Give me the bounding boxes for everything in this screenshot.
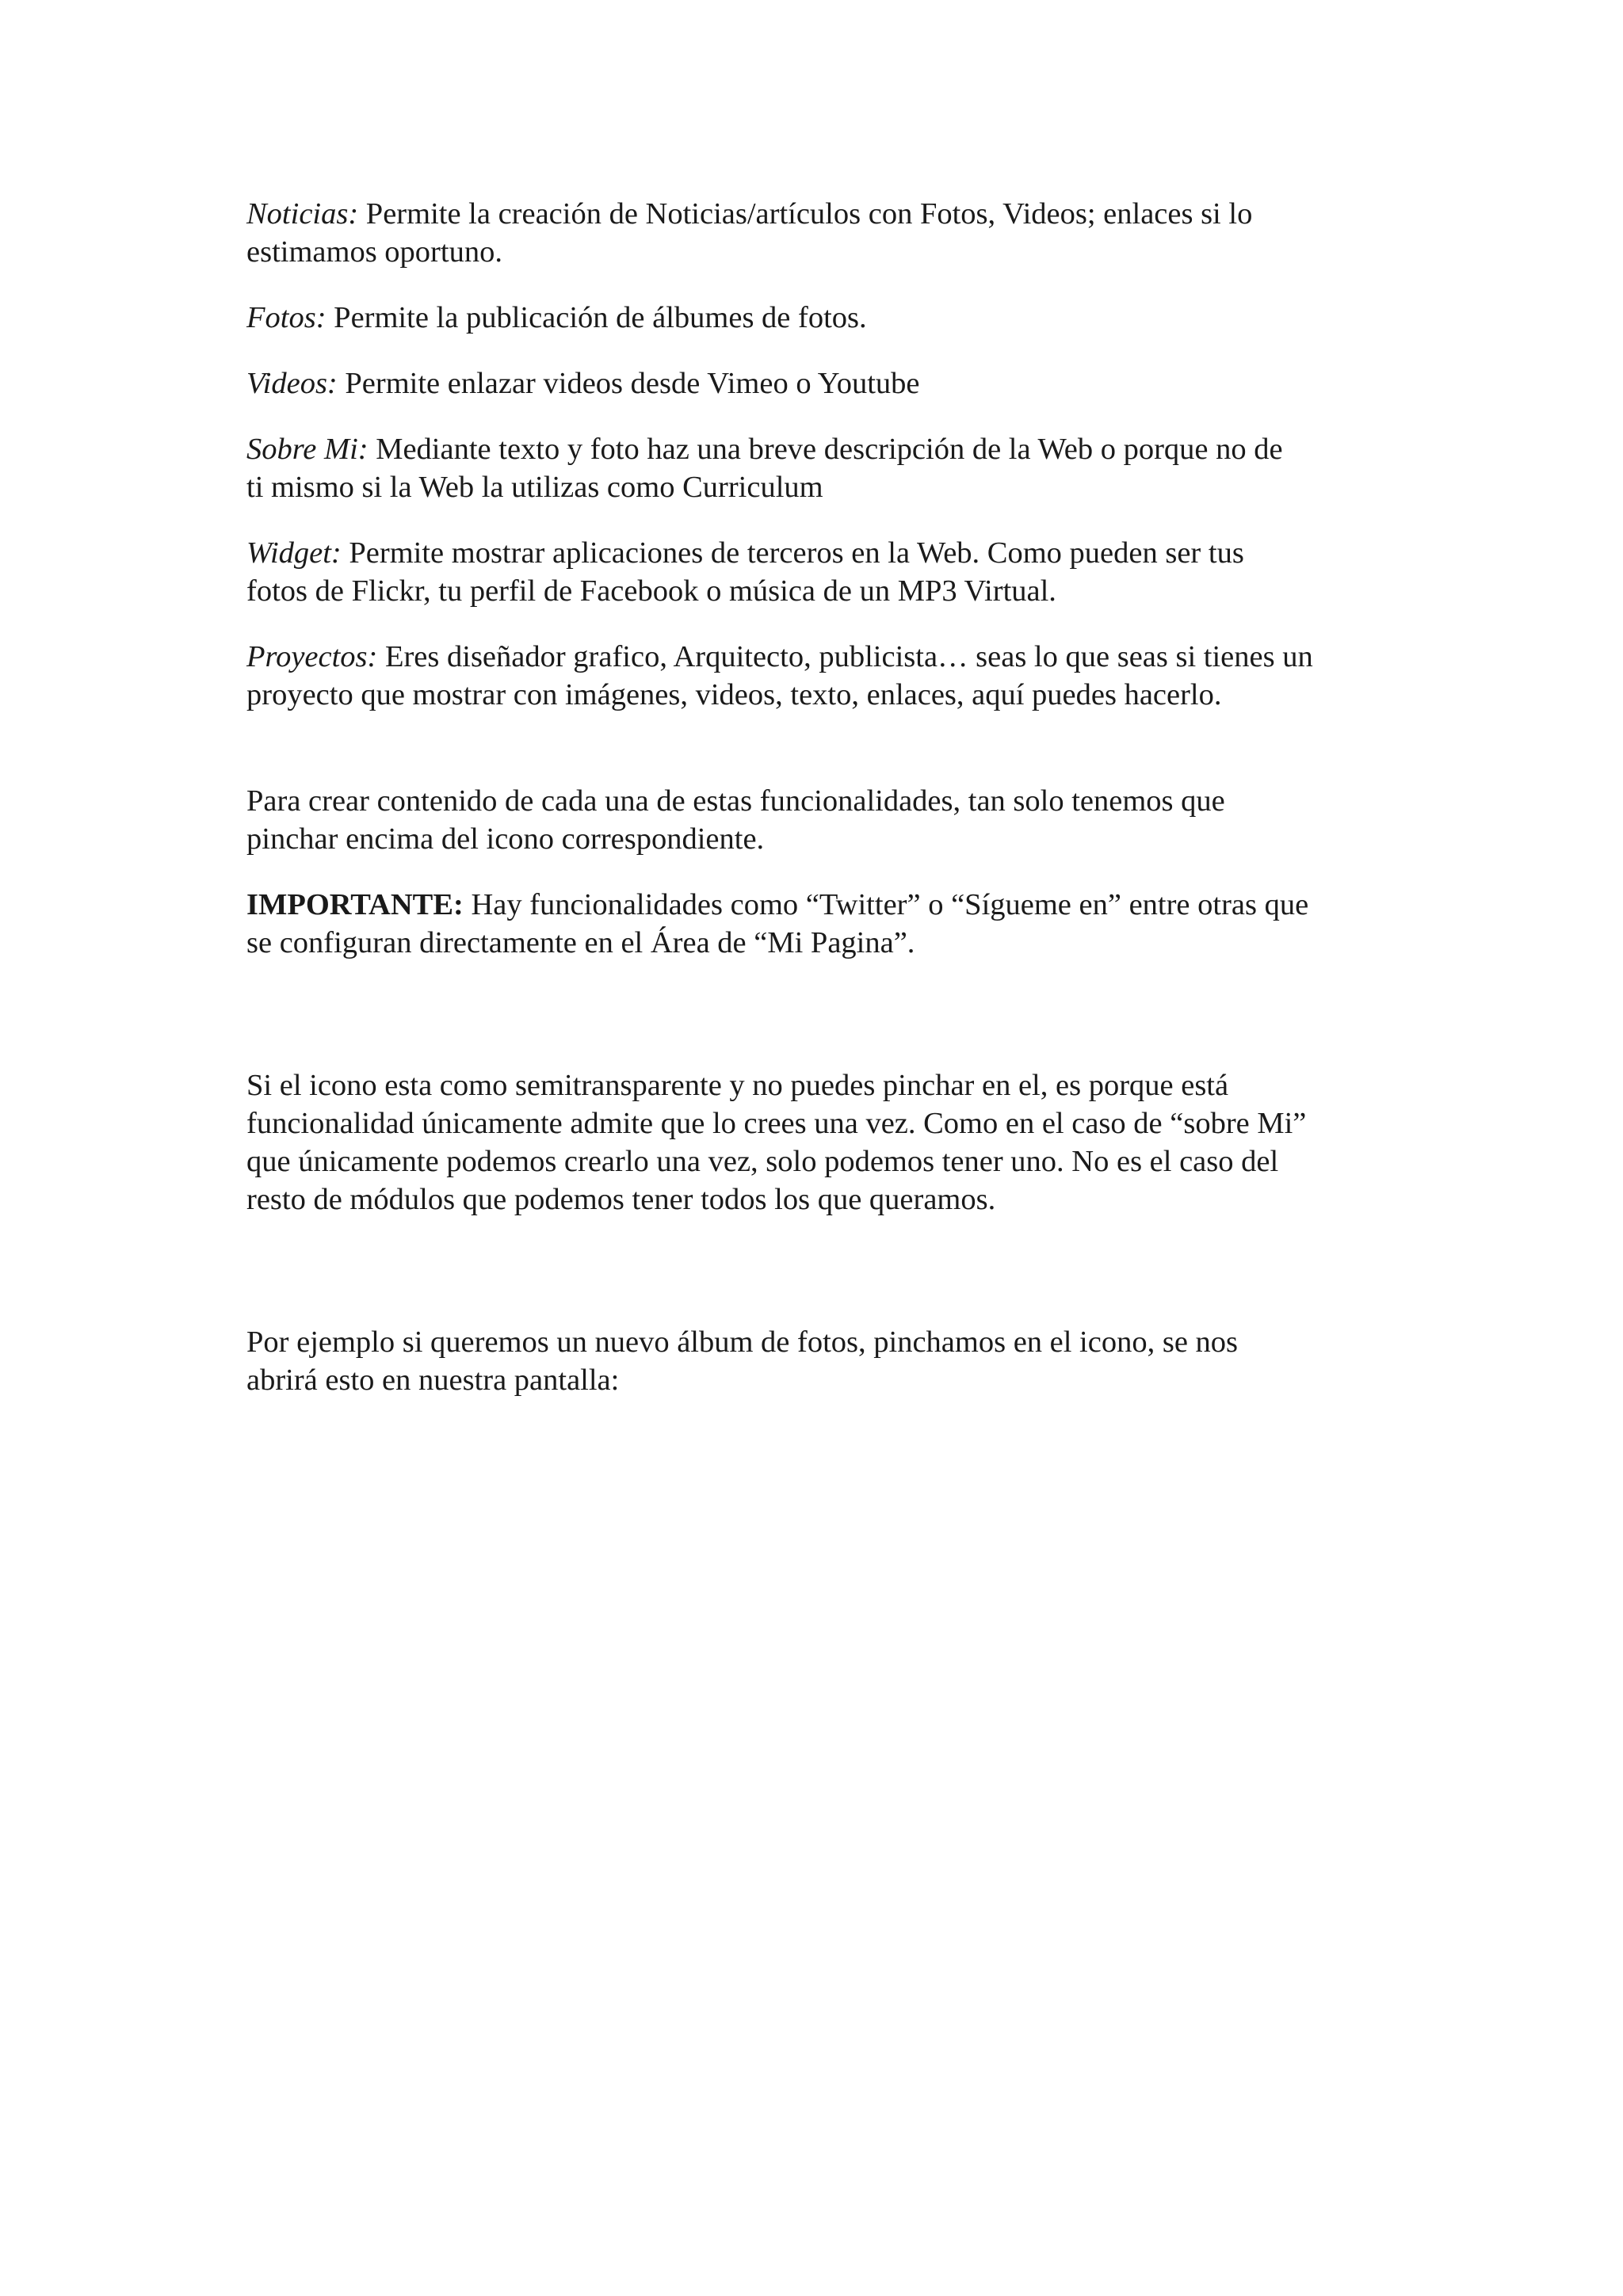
paragraph-line: pinchar encima del icono correspondiente. <box>246 822 765 856</box>
feature-text: Permite la creación de Noticias/artículos con Fotos, Videos; enlaces si lo <box>358 197 1253 231</box>
paragraph-line: abrirá esto en nuestra pantalla: <box>246 1363 620 1397</box>
feature-text: estimamos oportuno. <box>246 235 502 269</box>
feature-sobre-mi <box>246 430 1396 506</box>
paragraph-line: Si el icono esta como semitransparente y no puedes pinchar en el, es porque está <box>246 1069 1229 1102</box>
feature-term: Videos: <box>246 367 338 400</box>
feature-text: Permite mostrar aplicaciones de terceros en la Web. Como pueden ser tus <box>341 536 1244 570</box>
important-label: IMPORTANTE: <box>246 888 464 921</box>
feature-text: fotos de Flickr, tu perfil de Facebook o música de un MP3 Virtual. <box>246 574 1056 608</box>
paragraph-example <box>246 1323 1396 1399</box>
feature-videos <box>246 364 1396 402</box>
document-body <box>246 195 1396 1399</box>
paragraph-line: que únicamente podemos crearlo una vez, solo podemos tener uno. No es el caso del <box>246 1145 1279 1178</box>
paragraph-create-content <box>246 782 1396 858</box>
paragraph-important <box>246 886 1396 962</box>
feature-text: Eres diseñador grafico, Arquitecto, publicista… seas lo que seas si tienes un <box>377 640 1313 673</box>
feature-text: proyecto que mostrar con imágenes, videos, texto, enlaces, aquí puedes hacerlo. <box>246 678 1222 711</box>
paragraph-line: funcionalidad únicamente admite que lo crees una vez. Como en el caso de “sobre Mi” <box>246 1107 1307 1140</box>
paragraph-semitransparent <box>246 1066 1396 1219</box>
feature-proyectos <box>246 638 1396 714</box>
feature-text: ti mismo si la Web la utilizas como Curriculum <box>246 471 823 504</box>
paragraph-line: Para crear contenido de cada una de estas funcionalidades, tan solo tenemos que <box>246 784 1225 818</box>
feature-term: Proyectos: <box>246 640 378 673</box>
feature-fotos <box>246 299 1396 337</box>
paragraph-line: Hay funcionalidades como “Twitter” o “Sígueme en” entre otras que <box>463 888 1309 921</box>
feature-term: Noticias: <box>246 197 359 231</box>
feature-term: Sobre Mi: <box>246 433 369 466</box>
paragraph-line: se configuran directamente en el Área de “Mi Pagina”. <box>246 926 915 959</box>
feature-term: Fotos: <box>246 301 327 334</box>
paragraph-line: resto de módulos que podemos tener todos los que queramos. <box>246 1183 996 1216</box>
feature-widget <box>246 534 1396 610</box>
feature-text: Permite enlazar videos desde Vimeo o Youtube <box>337 367 920 400</box>
paragraph-line: Por ejemplo si queremos un nuevo álbum de fotos, pinchamos en el icono, se nos <box>246 1325 1239 1359</box>
feature-text: Mediante texto y foto haz una breve descripción de la Web o porque no de <box>368 433 1283 466</box>
feature-text: Permite la publicación de álbumes de fotos. <box>326 301 867 334</box>
feature-noticias <box>246 195 1396 271</box>
feature-term: Widget: <box>246 536 342 570</box>
